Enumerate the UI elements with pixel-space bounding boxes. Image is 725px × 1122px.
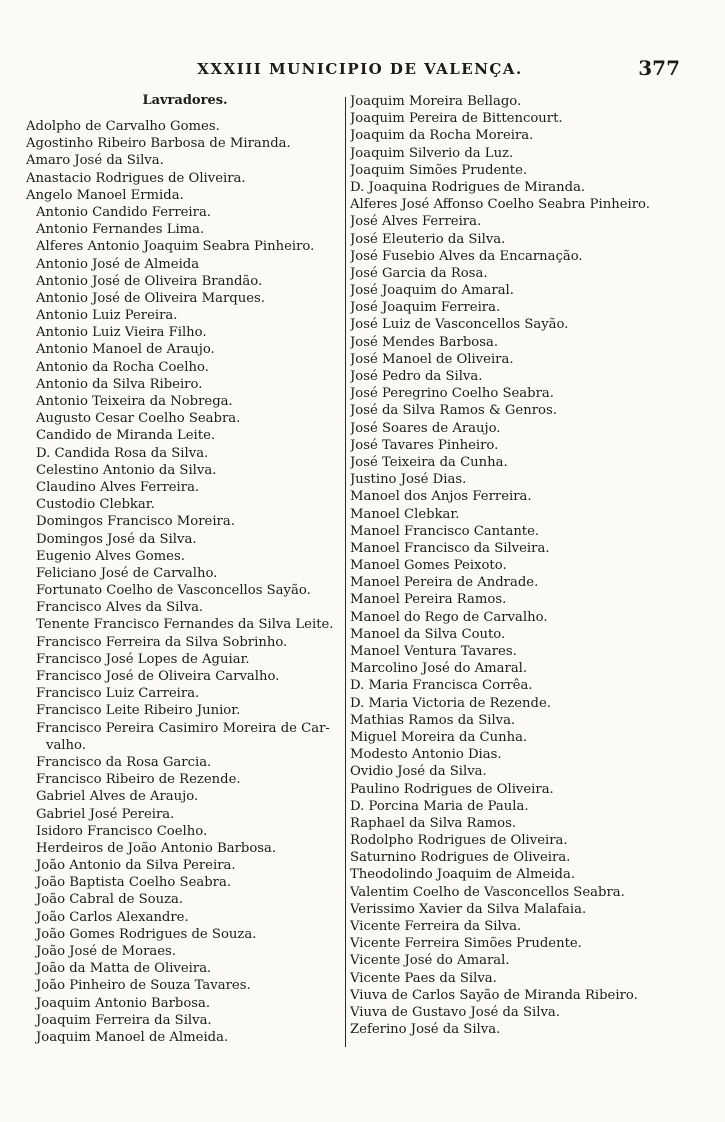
list-item: João Antonio da Silva Pereira. [36, 858, 236, 874]
list-item: Custodio Clebkar. [36, 497, 155, 513]
list-item: Alferes Antonio Joaquim Seabra Pinheiro. [36, 239, 315, 255]
list-item: Francisco Luiz Carreira. [36, 686, 200, 702]
list-item: José Peregrino Coelho Seabra. [350, 386, 554, 402]
list-item: Manoel Pereira de Andrade. [350, 575, 539, 591]
right-column [350, 93, 686, 1038]
list-item: Valentim Coelho de Vasconcellos Seabra. [350, 884, 625, 900]
list-item: José Soares de Araujo. [350, 420, 501, 436]
list-item: Marcolino José do Amaral. [350, 661, 528, 677]
list-item: Francisco José Lopes de Aguiar. [36, 651, 250, 667]
page-number: 377 [638, 56, 680, 80]
list-item: Candido de Miranda Leite. [36, 428, 216, 444]
list-item: Antonio Teixeira da Nobrega. [36, 394, 233, 409]
list-item: João Gomes Rodrigues de Souza. [36, 926, 257, 942]
list-item: Adolpho de Carvalho Gomes. [26, 119, 220, 134]
list-item: Miguel Moreira da Cunha. [350, 729, 528, 745]
list-item: Francisco Alves da Silva. [36, 600, 204, 616]
list-item: D. Porcina Maria de Paula. [350, 798, 529, 814]
list-item: Antonio da Silva Ribeiro. [36, 376, 203, 392]
list-item: João Baptista Coelho Seabra. [36, 875, 232, 891]
list-item: Antonio José de Oliveira Brandão. [36, 273, 263, 289]
list-item: Eugenio Alves Gomes. [36, 548, 185, 564]
list-item: Antonio Luiz Vieira Filho. [36, 325, 207, 341]
list-item: D. Maria Victoria de Rezende. [350, 695, 551, 711]
list-item: José da Silva Ramos & Genros. [350, 403, 557, 419]
list-item: Antonio Luiz Pereira. [36, 308, 178, 324]
list-item: Manoel dos Anjos Ferreira. [350, 489, 532, 505]
list-item: Joaquim Manoel de Almeida. [36, 1029, 229, 1045]
list-item: Angelo Manoel Ermida. [26, 187, 184, 203]
list-item: Celestino Antonio da Silva. [36, 462, 217, 478]
list-item: Agostinho Ribeiro Barbosa de Miranda. [26, 136, 291, 152]
list-item: Joaquim Simões Prudente. [350, 162, 528, 178]
list-item: Manoel Francisco Cantante. [350, 523, 540, 539]
list-item: Manoel da Silva Couto. [350, 626, 506, 642]
list-item: Rodolpho Rodrigues de Oliveira. [350, 833, 568, 849]
list-item: Joaquim Antonio Barbosa. [36, 995, 211, 1011]
list-item: Verissimo Xavier da Silva Malafaia. [350, 901, 587, 917]
list-item: Ovidio José da Silva. [350, 764, 487, 780]
list-item: Manoel do Rego de Carvalho. [350, 609, 548, 625]
list-item: Paulino Rodrigues de Oliveira. [350, 781, 554, 797]
list-item: Antonio José de Oliveira Marques. [36, 290, 265, 306]
list-item: Raphael da Silva Ramos. [350, 815, 517, 831]
list-item: Manoel Ventura Tavares. [350, 644, 517, 659]
list-item: Antonio José de Almeida [36, 256, 200, 272]
list-item: João Carlos Alexandre. [36, 909, 189, 925]
list-item: Francisco Leite Ribeiro Junior. [36, 703, 241, 719]
list-item [26, 720, 344, 754]
list-item: José Manoel de Oliveira. [350, 351, 514, 367]
list-item: José Tavares Pinheiro. [350, 437, 499, 453]
list-item-line: valho. [46, 737, 86, 753]
list-item: Manoel Francisco da Silveira. [350, 540, 550, 556]
list-item: João da Matta de Oliveira. [36, 961, 212, 977]
section-heading: Lavradores. [142, 93, 228, 108]
list-item: José Teixeira da Cunha. [350, 454, 508, 470]
list-item: Anastacio Rodrigues de Oliveira. [26, 170, 246, 186]
list-item-line: Francisco Pereira Casimiro Moreira de Car- [36, 720, 330, 736]
list-item: João Pinheiro de Souza Tavares. [36, 978, 251, 994]
right-column-list [350, 93, 686, 1038]
page-header [0, 56, 725, 86]
left-column-list [26, 118, 344, 1046]
list-item: Feliciano José de Carvalho. [36, 565, 218, 581]
list-item: Viuva de Gustavo José da Silva. [350, 1004, 560, 1020]
list-item: Tenente Francisco Fernandes da Silva Leite. [36, 617, 334, 633]
list-item: Vicente Ferreira da Silva. [350, 919, 522, 934]
list-item: Francisco Ferreira da Silva Sobrinho. [36, 634, 288, 650]
list-item: Mathias Ramos da Silva. [350, 712, 516, 728]
list-item: Domingos José da Silva. [36, 531, 197, 547]
list-item: Theodolindo Joaquim de Almeida. [350, 867, 576, 883]
list-item: Amaro José da Silva. [26, 153, 164, 169]
list-item: Antonio Candido Ferreira. [36, 204, 211, 220]
list-item: José Alves Ferreira. [350, 214, 482, 230]
list-item: Joaquim Pereira de Bittencourt. [350, 111, 563, 127]
list-item: Herdeiros de João Antonio Barbosa. [36, 840, 277, 856]
left-column [26, 93, 344, 1046]
list-item: Vicente José do Amaral. [350, 953, 510, 969]
list-item: Joaquim Ferreira da Silva. [36, 1012, 212, 1028]
list-item: Viuva de Carlos Sayão de Miranda Ribeiro. [350, 987, 638, 1003]
list-item: D. Maria Francisca Corrêa. [350, 678, 533, 694]
column-divider [345, 97, 346, 1047]
list-item: Antonio da Rocha Coelho. [36, 359, 209, 375]
list-item: Gabriel Alves de Araujo. [36, 789, 199, 805]
list-item: José Luiz de Vasconcellos Sayão. [350, 317, 569, 333]
list-item: Antonio Fernandes Lima. [36, 222, 205, 238]
list-item: Modesto Antonio Dias. [350, 747, 502, 763]
page-title: XXXIII MUNICIPIO DE VALENÇA. [197, 60, 523, 78]
list-item: José Joaquim Ferreira. [350, 300, 501, 316]
list-item: Antonio Manoel de Araujo. [36, 342, 215, 358]
list-item: Gabriel José Pereira. [36, 806, 175, 822]
list-item: José Eleuterio da Silva. [350, 231, 506, 247]
list-item: D. Joaquina Rodrigues de Miranda. [350, 179, 586, 195]
list-item: Joaquim Moreira Bellago. [350, 94, 522, 109]
list-item: Manoel Pereira Ramos. [350, 592, 507, 608]
list-item: Joaquim da Rocha Moreira. [350, 128, 534, 144]
list-item: Joaquim Silverio da Luz. [350, 145, 514, 161]
list-item: Augusto Cesar Coelho Seabra. [36, 411, 241, 427]
list-item: João Cabral de Souza. [36, 892, 184, 908]
list-item: Saturnino Rodrigues de Oliveira. [350, 850, 571, 866]
list-item: Vicente Paes da Silva. [350, 970, 497, 986]
list-item: Justino José Dias. [350, 472, 467, 488]
list-item: Francisco da Rosa Garcia. [36, 754, 212, 770]
list-item: Zeferino José da Silva. [350, 1022, 501, 1038]
list-item: Claudino Alves Ferreira. [36, 479, 200, 495]
list-item: José Joaquim do Amaral. [350, 283, 514, 299]
list-item: João José de Moraes. [36, 944, 177, 959]
list-item: Isidoro Francisco Coelho. [36, 823, 208, 839]
list-item: Fortunato Coelho de Vasconcellos Sayão. [36, 583, 311, 599]
list-item: José Pedro da Silva. [350, 369, 483, 384]
list-item: Vicente Ferreira Simões Prudente. [350, 936, 582, 952]
list-item: Domingos Francisco Moreira. [36, 514, 235, 530]
list-item: D. Candida Rosa da Silva. [36, 445, 209, 461]
list-item: Manoel Clebkar. [350, 506, 460, 522]
list-item: José Garcia da Rosa. [350, 265, 488, 281]
list-item: Francisco José de Oliveira Carvalho. [36, 669, 280, 684]
list-item: José Mendes Barbosa. [350, 334, 499, 350]
list-item: Alferes José Affonso Coelho Seabra Pinheiro. [350, 197, 650, 213]
list-item: Manoel Gomes Peixoto. [350, 558, 507, 574]
list-item: José Fusebio Alves da Encarnação. [350, 248, 583, 264]
list-item: Francisco Ribeiro de Rezende. [36, 772, 241, 788]
